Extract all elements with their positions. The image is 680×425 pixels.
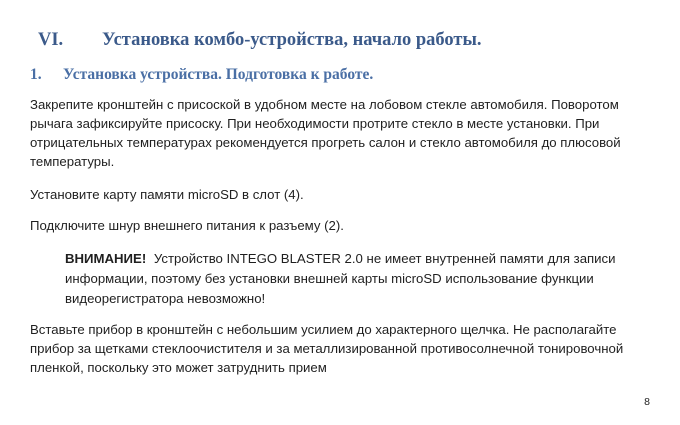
warning-note [65, 249, 665, 309]
paragraph-insert-card: Установите карту памяти microSD в слот (4). [30, 187, 304, 202]
section-number: VI. [38, 30, 64, 50]
subsection-number: 1. [30, 66, 42, 83]
section-title: Установка комбо-устройства, начало работы. [102, 30, 482, 50]
paragraph-mount-bracket: Закрепите кронштейн с присоской в удобном месте на лобовом стекле автомобиля. Поворотом рычага зафиксируйте присоску. При необходимости протрите стекло в месте установки. При отрицательных температурах рекомендуется прогреть салон и стекло автомобиля до плюсовой температуры. [30, 97, 621, 169]
section-heading [38, 30, 482, 51]
warning-lead: ВНИМАНИЕ! [65, 251, 147, 266]
subsection-title: Установка устройства. Подготовка к работе. [63, 66, 374, 83]
page-number: 8 [644, 396, 650, 408]
paragraph-insert-device: Вставьте прибор в кронштейн с небольшим усилием до характерного щелчка. Не располагайте прибор за щетками стеклоочистителя и за металлизированной противосолнечной тонировочной пленкой, поскольку это может затруднить прием [30, 322, 624, 375]
paragraph-connect-power: Подключите шнур внешнего питания к разъему (2). [30, 218, 344, 233]
subsection-heading [30, 66, 373, 84]
warning-text: Устройство INTEGO BLASTER 2.0 не имеет внутренней памяти для записи информации, поэтому без установки внешней карты microSD использование функции видеорегистратора невозможно! [65, 251, 616, 306]
